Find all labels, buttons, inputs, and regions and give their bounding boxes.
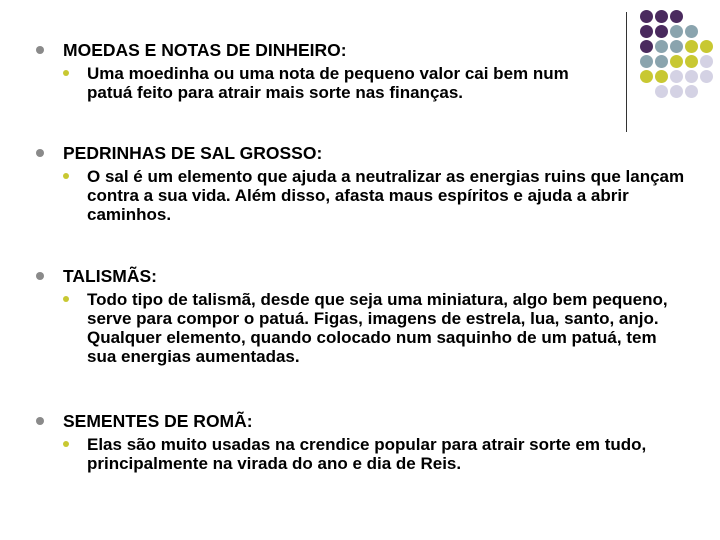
dot-purple <box>655 25 668 38</box>
bullet-icon <box>36 46 44 54</box>
bullet-icon <box>36 417 44 425</box>
dot-teal <box>670 25 683 38</box>
list-item <box>36 411 696 491</box>
decorative-dot-grid <box>640 10 720 120</box>
item-heading: MOEDAS E NOTAS DE DINHEIRO: <box>63 40 347 60</box>
item-description: Todo tipo de talismã, desde que seja uma miniatura, algo bem pequeno, serve para compor o patuá. Figas, imagens de estrela, lua, santo, anjo. Qualquer elemento, quando colocado num saquinho de um patuá, tem sua energias aumentadas. <box>87 290 668 366</box>
bullet-icon <box>36 149 44 157</box>
item-description: Uma moedinha ou uma nota de pequeno valor cai bem num patuá feito para atrair mais sorte nas finanças. <box>87 64 569 102</box>
dot-purple <box>640 10 653 23</box>
divider-line <box>626 12 627 132</box>
dot-olive <box>655 70 668 83</box>
sub-bullet-icon <box>63 70 69 76</box>
sub-bullet-icon <box>63 296 69 302</box>
dot-teal <box>655 40 668 53</box>
item-heading: PEDRINHAS DE SAL GROSSO: <box>63 143 323 163</box>
item-heading: SEMENTES DE ROMÃ: <box>63 411 253 431</box>
dot-teal <box>685 25 698 38</box>
dot-teal <box>655 55 668 68</box>
dot-purple <box>655 10 668 23</box>
dot-olive <box>685 55 698 68</box>
dot-teal <box>670 40 683 53</box>
list-item <box>36 40 616 120</box>
dot-olive <box>685 40 698 53</box>
dot-lavender <box>700 55 713 68</box>
list-item <box>36 143 696 243</box>
dot-lavender <box>700 70 713 83</box>
item-heading: TALISMÃS: <box>63 266 157 286</box>
dot-lavender <box>670 85 683 98</box>
dot-purple <box>640 25 653 38</box>
dot-purple <box>670 10 683 23</box>
item-description: Elas são muito usadas na crendice popular para atrair sorte em tudo, principalmente na virada do ano e dia de Reis. <box>87 435 647 473</box>
dot-purple <box>640 40 653 53</box>
sub-bullet-icon <box>63 441 69 447</box>
dot-teal <box>640 55 653 68</box>
dot-lavender <box>685 85 698 98</box>
bullet-icon <box>36 272 44 280</box>
item-description: O sal é um elemento que ajuda a neutralizar as energias ruins que lançam contra a sua vida. Além disso, afasta maus espíritos e ajuda a abrir caminhos. <box>87 167 685 224</box>
sub-bullet-icon <box>63 173 69 179</box>
dot-olive <box>640 70 653 83</box>
list-item <box>36 266 696 386</box>
dot-olive <box>670 55 683 68</box>
dot-olive <box>700 40 713 53</box>
dot-lavender <box>685 70 698 83</box>
dot-lavender <box>655 85 668 98</box>
dot-lavender <box>670 70 683 83</box>
